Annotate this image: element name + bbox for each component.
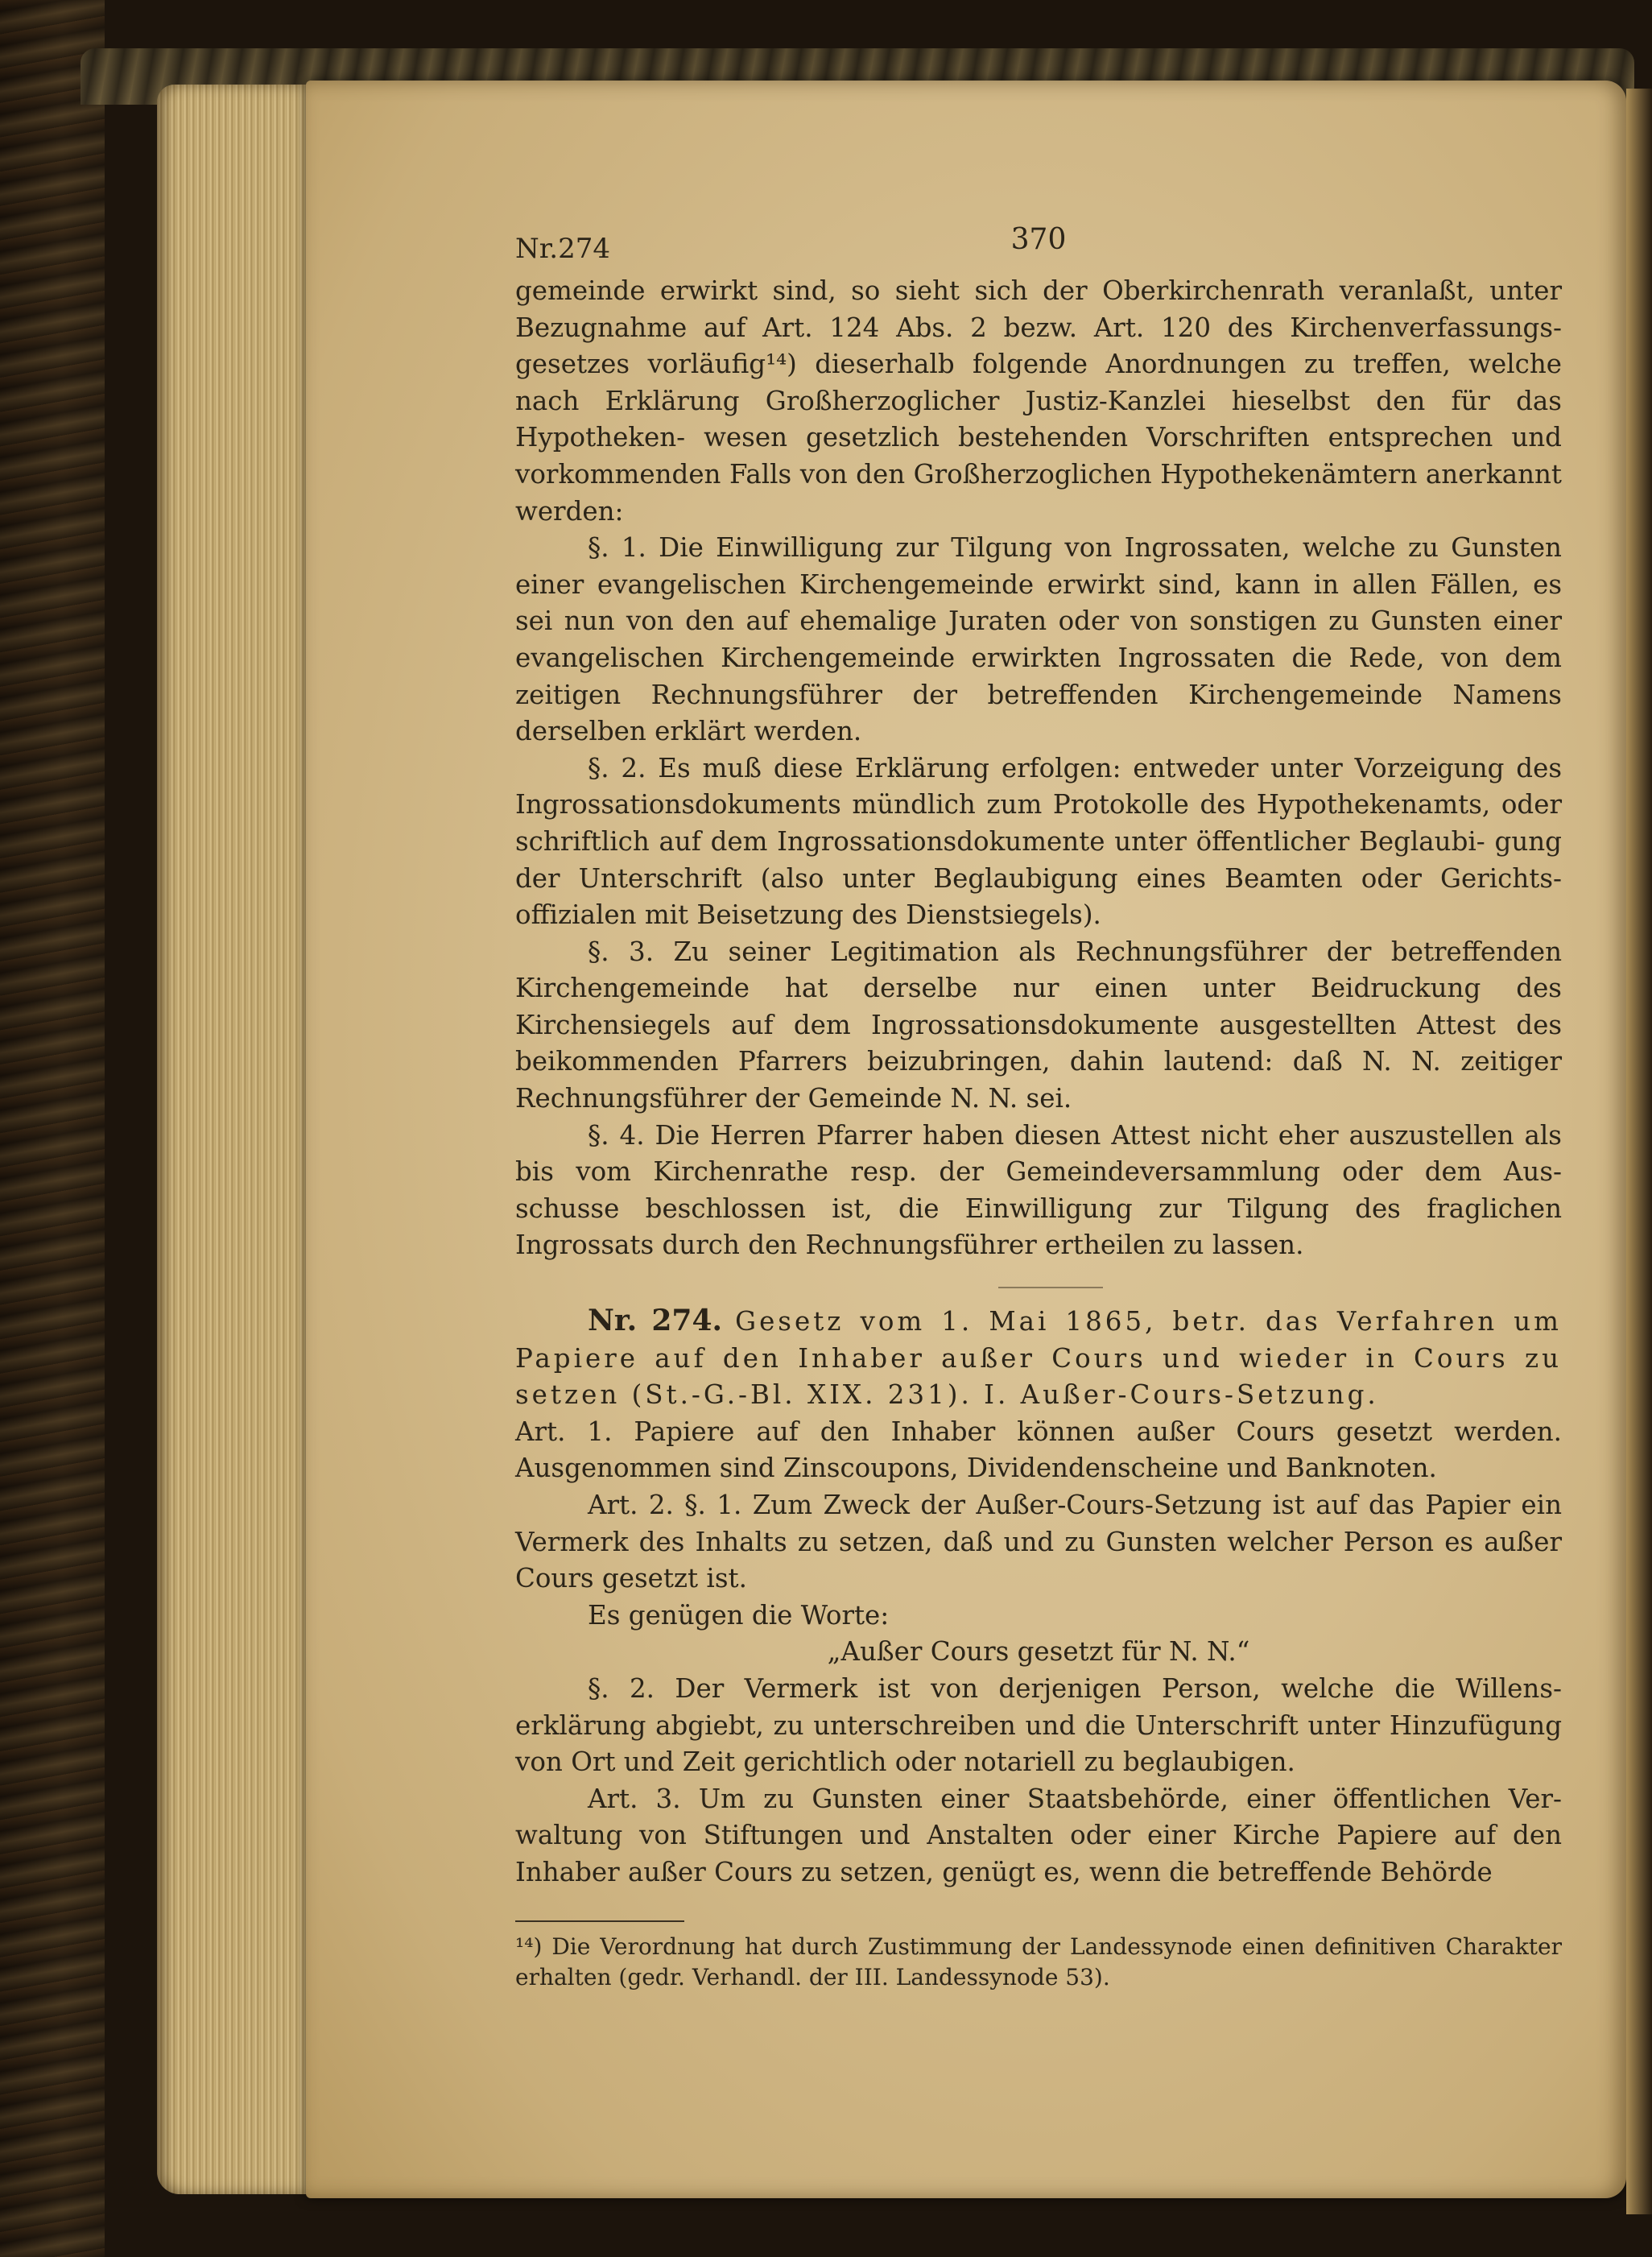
page-number: 370 bbox=[1010, 223, 1067, 256]
footnote-rule bbox=[515, 1920, 684, 1922]
footnote: ¹⁴) Die Verordnung hat durch Zustimmung der Landessynode einen definitiven Charakter erhalten (gedr. Verhandl. der III. Landessynode 53). bbox=[515, 1933, 1562, 1990]
law-number: Nr. 274. bbox=[588, 1304, 723, 1338]
page-content bbox=[515, 221, 1562, 1993]
law-heading bbox=[515, 1303, 1562, 1414]
paragraph-section-2: §. 2. Es muß diese Erklärung erfolgen: entweder unter Vorzeigung des Ingrossationsdokuments mündlich zum Protokolle des Hypothekenamts, oder schriftlich auf dem Ingrossationsdokumente unter öffentlicher Beglaubi- gung der Unterschrift (also unter Beglaubigung eines Beamten oder Gerichts- offizialen mit Beisetzung des Dienstsiegels). bbox=[515, 752, 1562, 931]
paragraph-section-4: §. 4. Die Herren Pfarrer haben diesen Attest nicht eher auszustellen als bis vom Kirchenrathe resp. der Gemeindeversammlung oder dem Aus- schusse beschlossen ist, die Einwilligung zur Tilgung des fraglichen Ingrossats durch den Rechnungsführer ertheilen zu lassen. bbox=[515, 1119, 1562, 1261]
article-2-note: Es genügen die Worte: bbox=[588, 1599, 890, 1631]
article-1: Art. 1. Papiere auf den Inhaber können außer Cours gesetzt werden. Ausgenommen sind Zinscoupons, Dividendenscheine und Banknoten. bbox=[515, 1416, 1562, 1484]
article-2: Art. 2. §. 1. Zum Zweck der Außer-Cours-Setzung ist auf das Papier ein Vermerk des Inhalts zu setzen, daß und zu Gunsten welcher Person es außer Cours gesetzt ist. bbox=[515, 1490, 1562, 1594]
paragraph-section-3: §. 3. Zu seiner Legitimation als Rechnungsführer der betreffenden Kirchengemeinde hat derselbe nur einen unter Beidruckung des Kirchensiegels auf dem Ingrossationsdokumente ausgestellten Attest des beikommenden Pfarrers beizubringen, dahin lautend: daß N. N. zeitiger Rechnungsführer der Gemeinde N. N. sei. bbox=[515, 936, 1562, 1114]
section-separator bbox=[998, 1287, 1103, 1288]
marbled-cover bbox=[0, 0, 105, 2257]
law-title: Gesetz vom 1. Mai 1865, betr. das Verfahren um Papiere auf den Inhaber außer Cours und wieder in Cours zu setzen (St.-G.-Bl. XIX. 231). I. Außer-Cours-Setzung. bbox=[515, 1306, 1562, 1411]
article-2-section-2: §. 2. Der Vermerk ist von derjenigen Person, welche die Willens- erklärung abgiebt, zu unterschreiben und die Unterschrift unter Hinzufügung von Ort und Zeit gerichtlich oder notariell zu beglaubigen. bbox=[515, 1672, 1562, 1778]
page-header bbox=[515, 221, 1562, 273]
running-head: Nr.274 bbox=[515, 233, 610, 265]
quoted-formula: „Außer Cours gesetzt für N. N.“ bbox=[827, 1636, 1250, 1668]
page-edge-right bbox=[1626, 89, 1652, 2214]
paragraph-section-1: §. 1. Die Einwilligung zur Tilgung von Ingrossaten, welche zu Gunsten einer evangelischen Kirchengemeinde erwirkt sind, kann in allen Fällen, es sei nun von den auf ehemalige Juraten oder von sonstigen zu Gunsten einer evangelischen Kirchengemeinde erwirkten Ingrossaten die Rede, von dem zeitigen Rechnungsführer der betreffenden Kirchengemeinde Namens derselben erklärt werden. bbox=[515, 532, 1562, 747]
page-stack-edge bbox=[157, 85, 326, 2194]
article-3: Art. 3. Um zu Gunsten einer Staatsbehörde, einer öffentlichen Ver- waltung von Stiftungen und Anstalten oder einer Kirche Papiere auf den Inhaber außer Cours zu setzen, genügt es, wenn die betreffende Behörde bbox=[515, 1783, 1562, 1887]
paragraph: gemeinde erwirkt sind, so sieht sich der Oberkirchenrath veranlaßt, unter Bezugnahme auf Art. 124 Abs. 2 bezw. Art. 120 des Kirchenverfassungs- gesetzes vorläufig¹⁴) dieserhalb folgende Anordnungen zu treffen, welche nach Erklärung Großherzoglicher Justiz-Kanzlei hieselbst den für das Hypotheken- wesen gesetzlich bestehenden Vorschriften entsprechen und vorkommenden Falls von den Großherzoglichen Hypothekenämtern anerkannt werden: bbox=[515, 275, 1562, 527]
